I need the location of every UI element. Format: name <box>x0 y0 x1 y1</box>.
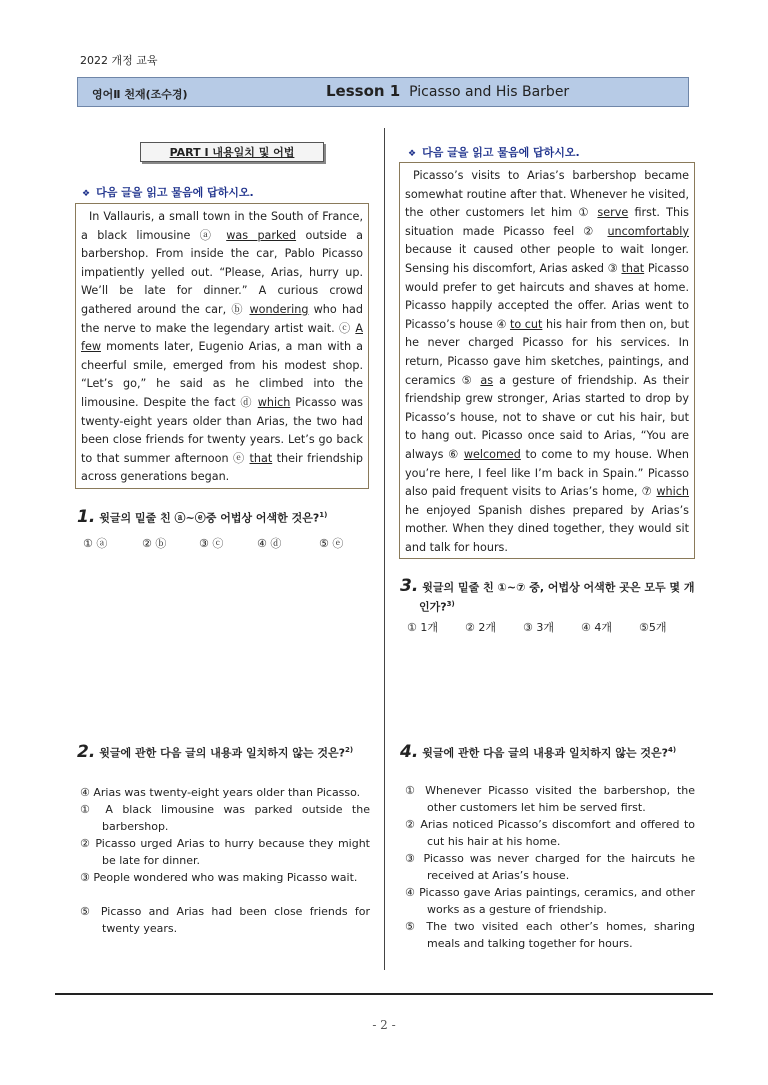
question-1-text: 윗글의 밑줄 친 ⓐ~ⓔ중 어법상 어색한 것은? <box>99 511 320 525</box>
right-instruction <box>408 144 580 160</box>
right-passage-text <box>405 167 689 557</box>
question-3-options <box>407 619 697 635</box>
underlined-phrase: that <box>621 261 645 275</box>
question-4-choices <box>405 782 695 952</box>
passage-segment: Picasso’s visits to Arias’s barbershop became somewhat routine after that. Whenever he visited, the other customers let him ① <box>405 169 689 220</box>
diamond-bullet-icon: ❖ <box>408 149 417 159</box>
q2-choice-3[interactable]: ② Picasso urged Arias to hurry because they might be late for dinner. <box>80 837 370 867</box>
question-4-number: 4. <box>400 741 419 762</box>
passage-segment: first. This situation made Picasso feel ② <box>405 206 689 238</box>
footer-rule <box>55 993 713 995</box>
lesson-title <box>326 82 569 100</box>
q4-choice-2[interactable]: ② Arias noticed Picasso’s discomfort and offered to cut his hair at his home. <box>405 818 695 848</box>
q1-option-5[interactable]: ⑤ ⓔ <box>319 537 344 550</box>
q2-choice-1[interactable]: ④ Arias was twenty-eight years older than Picasso. <box>80 786 361 799</box>
underlined-phrase: uncomfortably <box>607 224 689 238</box>
q3-option-4[interactable]: ④ 4개 <box>581 621 612 634</box>
passage-segment: In Vallauris, a small town in the South of France, a black limousine ⓐ <box>81 210 363 242</box>
underlined-phrase: A few <box>81 321 363 354</box>
question-3-footnote: 3) <box>446 600 455 608</box>
q4-choice-1[interactable]: ① Whenever Picasso visited the barbershop, the other customers let him be served first. <box>405 784 695 814</box>
question-4-footnote: 4) <box>668 746 677 754</box>
question-3-title <box>400 578 696 616</box>
q3-option-1[interactable]: ① 1개 <box>407 621 438 634</box>
diamond-bullet-icon: ❖ <box>82 189 91 199</box>
lesson-header <box>77 77 689 107</box>
q2-choice-4[interactable]: ③ People wondered who was making Picasso wait. <box>80 871 358 884</box>
right-passage-box <box>399 162 695 559</box>
lesson-name: Picasso and His Barber <box>409 84 570 100</box>
question-2-text: 윗글에 관한 다음 글의 내용과 일치하지 않는 것은? <box>99 746 346 760</box>
q1-option-3[interactable]: ③ ⓒ <box>199 537 224 550</box>
top-label: 2022 개정 교육 <box>80 54 158 67</box>
passage-segment: a gesture of friendship. As their friendship grew stronger, Arias started to drop by Picasso’s house, not to shave or cut his hair, but to hang out. Picasso once said to Arias, “You are always ⑥ <box>405 373 689 461</box>
left-instruction-text: 다음 글을 읽고 물음에 답하시오. <box>96 186 254 199</box>
q3-option-3[interactable]: ③ 3개 <box>523 621 554 634</box>
passage-segment: to come to my house. When you’re here, I feel like I’m back in Spain.” Picasso also paid frequent visits to Arias’s home, ⑦ <box>405 447 689 499</box>
underlined-phrase: that <box>249 451 273 465</box>
question-2-choices <box>80 784 370 937</box>
page-number: - 2 - <box>372 1018 396 1032</box>
q4-choice-5[interactable]: ⑤ The two visited each other’s homes, sharing meals and talking together for hours. <box>405 920 695 950</box>
question-1-title <box>77 507 377 527</box>
q1-option-4[interactable]: ④ ⓓ <box>257 537 282 550</box>
underlined-phrase: welcomed <box>463 447 521 461</box>
passage-segment: because it caused other people to wait longer. Sensing his discomfort, Arias asked ③ <box>405 243 689 275</box>
column-divider <box>384 128 385 970</box>
passage-segment: moments later, Eugenio Arias, a man with a cheerful smile, emerged from his modest shop. “Let’s go,” he said as he climbed into the limousine. Despite the fact ⓓ <box>81 340 363 409</box>
passage-segment: outside a barbershop. From inside the car, Pablo Picasso impatiently yelled out. “Please, Arias, hurry up. We’ll be late for dinner.” A curious crowd gathered around the car, ⓑ <box>81 228 363 316</box>
q3-option-2[interactable]: ② 2개 <box>465 621 496 634</box>
question-4-text: 윗글에 관한 다음 글의 내용과 일치하지 않는 것은? <box>422 746 669 760</box>
left-passage-text <box>81 208 363 487</box>
part-title-box <box>140 142 324 162</box>
underlined-phrase: wondering <box>249 302 309 316</box>
question-2-footnote: 2) <box>345 746 354 754</box>
question-2-number: 2. <box>77 741 96 762</box>
left-passage-box <box>75 203 369 489</box>
question-3-number: 3. <box>400 576 419 596</box>
q1-option-1[interactable]: ① ⓐ <box>83 537 108 550</box>
passage-segment: Picasso would prefer to get haircuts and shaves at home. Picasso happily accepted the offer. Arias went to Picasso’s house ④ <box>405 261 689 331</box>
passage-segment: his hair from then on, but he never charged Picasso for his services. In return, Picasso gave him sketches, paintings, and ceramics ⑤ <box>405 317 689 387</box>
underlined-phrase: serve <box>597 206 629 220</box>
underlined-phrase: to cut <box>509 317 543 331</box>
textbook-label: 영어Ⅱ 천재(조수경) <box>92 88 188 101</box>
question-4-title <box>400 742 696 762</box>
q2-choice-2[interactable]: ① A black limousine was parked outside the barbershop. <box>80 803 370 833</box>
underlined-phrase: as <box>480 373 494 387</box>
passage-segment: who had the nerve to make the legendary artist wait. ⓒ <box>81 302 364 335</box>
q3-option-5[interactable]: ⑤5개 <box>639 621 667 634</box>
question-3-text: 윗글의 밑줄 친 ①~⑦ 중, 어법상 어색한 곳은 모두 몇 개인가? <box>419 581 695 614</box>
q1-option-2[interactable]: ② ⓑ <box>142 537 167 550</box>
question-1-options <box>83 535 383 551</box>
lesson-number: Lesson 1 <box>326 82 401 100</box>
q2-blank-line <box>80 886 370 903</box>
right-instruction-text: 다음 글을 읽고 물음에 답하시오. <box>422 146 580 159</box>
underlined-phrase: which <box>656 485 689 499</box>
question-1-number: 1. <box>77 506 96 527</box>
left-instruction <box>82 184 254 200</box>
q4-choice-4[interactable]: ④ Picasso gave Arias paintings, ceramics, and other works as a gesture of friendship. <box>405 886 695 916</box>
question-1-footnote: 1) <box>319 511 328 519</box>
passage-segment: he enjoyed Spanish dishes prepared by Arias’s mother. When they dined together, they would sit and talk for hours. <box>405 503 689 554</box>
passage-segment: their friendship across generations began. <box>81 451 363 484</box>
underlined-phrase: which <box>257 395 291 409</box>
q2-choice-5[interactable]: ⑤ Picasso and Arias had been close friends for twenty years. <box>80 905 370 935</box>
passage-segment: Picasso was twenty-eight years older than Arias, the two had been close friends for twenty years. Let’s go back to that summer afternoon ⓔ <box>81 395 363 465</box>
q4-choice-3[interactable]: ③ Picasso was never charged for the haircuts he received at Arias’s house. <box>405 852 695 882</box>
underlined-phrase: was parked <box>226 228 297 242</box>
part-title: PART Ⅰ 내용일치 및 어법 <box>169 146 295 159</box>
question-2-title <box>77 742 373 762</box>
